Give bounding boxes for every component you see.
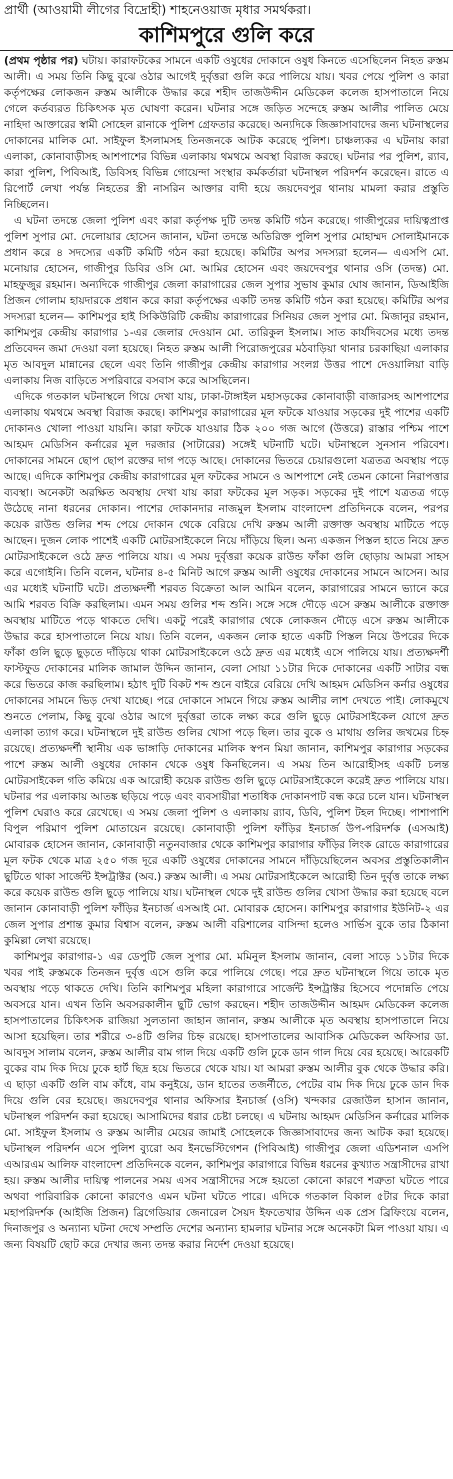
article-body [0,51,453,1253]
headline-area [0,18,453,51]
article-paragraph: কাশিমপুর কারাগার-১ এর ডেপুটি জেল সুপার মো. মমিনুল ইসলাম জানান, বেলা সাড়ে ১১টার দিকে খবর পাই রুস্তমকে তিনজন দুর্বৃত্ত এসে গুলি করে পালিয়ে গেছে। পরে দ্রুত ঘটনাস্থলে গিয়ে তাকে মৃত অবস্থায় পড়ে থাকতে দেখি। তিনি কাশিমপুর মহিলা কারাগারে সার্জেন্ট ইন্সট্রাক্টর হিসেবে পদোন্নতি পেয়ে অবসরে যান। এখন তিনি অবসরকালীন ছুটি ভোগ করছেন। শহীদ তাজউদ্দীন আহমদ মেডিকেল কলেজ হাসপাতালের চিকিৎসক রাজিয়া সুলতানা জাহান জানান, রুস্তম আলীকে মৃত অবস্থায় হাসপাতালে নিয়ে আসা হয়েছিল। তার শরীরে ৩-৪টি গুলির চিহ্ন রয়েছে। হাসপাতালের আবাসিক মেডিকেল অফিসার ডা. আবদুস সালাম বলেন, রুস্তম আলীর বাম গাল দিয়ে একটি গুলি ঢুকে ডান গাল দিয়ে বের হয়েছে। আরেকটি বুকের বাম দিক দিয়ে ঢুকে হার্ট ছিদ্র হয়ে ভিতরে থেকে যায়। যা আমরা রুস্তম আলীর বুক থেকে উদ্ধার করি। এ ছাড়া একটি গুলি বাম কাঁধে, বাম কনুইয়ে, ডান হাতের তজর্নীতে, পেটের বাম দিক দিয়ে ঢুকে ডান দিক দিয়ে গুলি বের হয়েছে। জয়দেবপুর থানার অফিসার ইনচার্জ (ওসি) খন্দকার রেজাউল হাসান জানান, ঘটনাস্থল পরিদর্শন করা হয়েছে। আসামিদের ধরার চেষ্টা চলছে। এ ঘটনায় আহমদ মেডিসিন কর্নারের মালিক মো. সাইফুল ইসলাম ও রুস্তম আলীর মেয়ের জামাই সোহেলকে জিজ্ঞাসাবাদের জন্য আটক করা হয়েছে। ঘটনাস্থল পরিদর্শন এসে পুলিশ ব্যুরো অব ইনভেস্টিগেশন (পিবিআই) গাজীপুর জেলা এডিশনাল এসপি এআরএম আলিফ বাংলাদেশ প্রতিদিনকে বলেন, কাশিমপুর কারাগারে বিভিন্ন ধরনের কুখ্যাত সন্ত্রাসীদের রাখা হয়। রুস্তম আলীর দায়িত্ব পালনের সময় এসব সন্ত্রাসীদের সঙ্গে হয়তো কোনো কারণে শত্রুতা ঘটতে পারে অথবা পারিবারিক কোনো কারণেও এমন ঘটনা ঘটতে পারে। এদিকে গতকাল বিকাল ৫টার দিকে কারা মহাপরিদর্শক (আইজি প্রিজন) ব্রিগেডিয়ার জেনারেল সৈয়দ ইফতেখার উদ্দিন এক প্রেস ব্রিফিংয়ে বলেন, দিনাজপুর ও অন্যান্য ঘটনা দেখে সম্প্রতি দেশের অন্যান্য হামলার ঘটনার সঙ্গে অনেকটা মিল পাওয়া যায়। এ জন্য বিষয়টি ছোট করে দেখার জন্য তদন্ত করার নির্দেশ দেওয়া হয়েছে। [4,951,449,1251]
article-paragraph [4,53,449,213]
paragraph-text: ঘটায়। কারাফটকের সামনে একটি ওষুধের দোকানে ওষুধ কিনতে এসেছিলেন নিহত রুস্তম আলী। এ সময় তিনি কিছু বুঝে ওঠার আগেই দুর্বৃত্তরা গুলি করে পালিয়ে যায়। খবর পেয়ে পুলিশ ও কারা কর্তৃপক্ষের লোকজন রুস্তম আলীকে উদ্ধার করে শহীদ তাজউদ্দীন মেডিকেল কলেজ হাসপাতালে নিয়ে গেলে কর্তব্যরত চিকিৎসক মৃত ঘোষণা করেন। ঘটনার সঙ্গে জড়িত সন্দেহে রুস্তম আলীর পালিত মেয়ে নাহিদা আক্তারের স্বামী সোহেল রানাকে পুলিশ গ্রেফতার করেছে। অন্যদিকে জিজ্ঞাসাবাদের জন্য ঘটনাস্থলের দোকানের মালিক মো. সাইফুল ইসলামসহ তিনজনকে আটক করেছে পুলিশ। চাঞ্চল্যকর এ ঘটনায় কারা এলাকা, কোনাবাড়ীসহ আশপাশের বিভিন্ন এলাকায় থমথমে অবস্থা বিরাজ করছে। ঘটনার পর পুলিশ, র‌্যাব, কারা পুলিশ, পিবিআই, ডিবিসহ বিভিন্ন গোয়েন্দা সংস্থার কর্মকর্তারা ঘটনাস্থল পরিদর্শন করেছেন। রাতে এ রিপোর্ট লেখা পর্যন্ত নিহতের স্ত্রী নাসরিন আক্তার বাদী হয়ে জয়দেবপুর থানায় মামলা করার প্রস্তুতি নিচ্ছিলেন। [4,55,449,211]
article-paragraph: এদিকে গতকাল ঘটনাস্থলে গিয়ে দেখা যায়, ঢাকা-টাঙ্গাইল মহাসড়কের কোনাবাড়ী বাজারসহ আশপাশের এলাকায় থমথমে অবস্থা বিরাজ করছে। কাশিমপুর কারাগারের মূল ফটকে যাওয়ার সড়কের দুই পাশের একটি দোকানও খোলা পাওয়া যায়নি। কারা ফটকে যাওয়ার ঠিক ২০০ গজ আগে (উত্তরে) রাস্তার পশ্চিম পাশে আহমদ মেডিসিন কর্নারের মূল দরজার (সাটারের) সঙ্গেই ঘটনাটি ঘটে। ঘটনাস্থলে সুনসান পরিবেশ। দোকানের সামনে ছোপ ছোপ রক্তের দাগ পড়ে আছে। দোকানের ভিতরে চেয়ারগুলো যত্রতত্র অবস্থায় পড়ে আছে। এদিকে কাশিমপুর কেন্দ্রীয় কারাগারের মূল ফটকের সামনে ও আশপাশে নেই তেমন কোনো নিরাপত্তার ব্যবস্থা। অনেকটা অরক্ষিত অবস্থায় দেখা যায় কারা ফটকের মূল সড়ক। সড়কের দুই পাশে যত্রতত্র গড়ে উঠেছে নানা ধরনের দোকান। পাশের দোকানদার নাজমুল ইসলাম বাংলাদেশ প্রতিদিনকে বলেন, পরপর কয়েক রাউন্ড গুলির শব্দ পেয়ে দোকান থেকে বেরিয়ে দেখি রুস্তম আলী রক্তাক্ত অবস্থায় মাটিতে পড়ে আছেন। দুজন লোক পাশেই একটি মোটরসাইকেলে নিয়ে দাঁড়িয়ে ছিল। অন্য একজন পিস্তল হাতে নিয়ে দ্রুত মোটরসাইকেলে ওঠে দ্রুত পালিয়ে যায়। এ সময় দুর্বৃত্তরা কয়েক রাউন্ড ফাঁকা গুলি ছোড়ায় আমরা সাহস করে এগোইনি। তিনি বলেন, ঘটনার ৪-৫ মিনিট আগে রুস্তম আলী ওষুধের দোকানের সামনে আসেন। আর এর মধ্যেই ঘটনাটি ঘটে। প্রত্যক্ষদর্শী শরবত বিক্রেতা আল আমিন বলেন, কারাগারের সামনে ভ্যানে করে আমি শরবত বিক্রি করছিলাম। এমন সময় গুলির শব্দ শুনি। সঙ্গে সঙ্গে দৌড়ে এসে রুস্তম আলীকে রক্তাক্ত অবস্থায় মাটিতে পড়ে থাকতে দেখি। একটু পরেই কারাগার থেকে লোকজন দৌড়ে এসে রুস্তম আলীকে উদ্ধার করে হাসপাতালে নিয়ে যায়। তিনি বলেন, একজন লোক হাতে একটি পিস্তল নিয়ে উপরের দিকে ফাঁকা গুলি ছুড়ে ছুড়তে দাঁড়িয়ে থাকা মোটরসাইকেলে ওঠে দ্রুত এর মধ্যেই এসে পালিয়ে যায়। প্রত্যক্ষদর্শী ফাস্টফুড দোকানের মালিক জামাল উদ্দিন জানান, বেলা সোয়া ১১টার দিকে দোকানের একটি সাটার বন্ধ করে ভিতরে কাজ করছিলাম। হঠাৎ দুটি বিকট শব্দ শুনে বাইরে বেরিয়ে দেখি আহমদ মেডিসিন কর্নার ওষুধের দোকানের সামনে ভিড় দেখা যাচ্ছে। পরে দোকানে সামনে গিয়ে রুস্তম আলীর লাশ দেখতে পাই। লোকমুখে শুনতে পেলাম, কিছু বুঝে ওঠার আগে দুর্বৃত্তরা তাকে লক্ষ্য করে গুলি ছুড়ে মোটরসাইকেল যোগে দ্রুত এলাকা ত্যাগ করে। ঘটনাস্থলে দুই রাউন্ড গুলির খোসা পড়ে ছিল। তার বুকে ও মাথায় গুলির জখমের চিহ্ন রয়েছে। প্রত্যক্ষদর্শী স্থানীয় এক ভাঙ্গাড়ি দোকানের মালিক স্বপন মিয়া জানান, কাশিমপুর কারাগার সড়কের পাশে রুস্তম আলী ওষুধের দোকান থেকে ওষুধ কিনছিলেন। এ সময় তিন আরোহীসহ একটি চলন্ত মোটরসাইকেল গতি কমিয়ে এক আরোহী কয়েক রাউন্ড গুলি ছুড়ে মোটরসাইকেলে করেই দ্রুত পালিয়ে যায়। ঘটনার পর এলাকায় আতঙ্ক ছড়িয়ে পড়ে এবং ব্যবসায়ীরা শতাধিক দোকানপাট বন্ধ করে চলে যান। ঘটনাস্থল পুলিশ ঘেরাও করে রেখেছে। এ সময় জেলা পুলিশ ও এলাকায় র‌্যাব, ডিবি, পুলিশ টহল দিচ্ছে। পাশাপাশি বিপুল পরিমাণ পুলিশ মোতায়েন রয়েছে। কোনাবাড়ী পুলিশ ফাঁড়ির ইনচার্জ উপ-পরিদর্শক (এসআই) মোবারক হোসেন জানান, কোনাবাড়ী নতুনবাজার থেকে কাশিমপুর কারাগার ফাঁড়ির লিংক রোডে কারাগারের মূল ফটক থেকে মাত্র ২৫০ গজ দূরে একটি ওষুধের দোকানের সামনে দাঁড়িয়েছিলেন অবসর প্রস্তুতিকালীন ছুটিতে থাকা সার্জেন্ট ইন্সট্রাক্টর (অব.) রুস্তম আলী। এ সময় মোটরসাইকেলে আরোহী তিন দুর্বৃত্ত তাকে লক্ষ্য করে কয়েক রাউন্ড গুলি ছুড়ে পালিয়ে যায়। ঘটনাস্থল থেকে দুই রাউন্ড গুলির খোসা উদ্ধার করা হয়েছে বলে জানান কোনাবাড়ী পুলিশ ফাঁড়ির ইনচার্জ এসআই মো. মোবারক হোসেন। কাশিমপুর কারাগার ইউনিট-২ এর জেল সুপার প্রশান্ত কুমার বিশ্বাস বলেন, রুস্তম আলী বরিশালের বাসিন্দা হলেও সার্ভিস বুকে তার ঠিকানা কুমিল্লা লেখা রয়েছে। [4,391,449,947]
article-paragraph: এ ঘটনা তদন্তে জেলা পুলিশ এবং কারা কর্তৃপক্ষ দুটি তদন্ত কমিটি গঠন করেছে। গাজীপুরের দায়িত্বপ্রাপ্ত পুলিশ সুপার মো. দেলোয়ার হোসেন জানান, ঘটনা তদন্তে অতিরিক্ত পুলিশ সুপার মোহাম্মদ সোলাইমানকে প্রধান করে ৪ সদস্যের একটি কমিটি গঠন করা হয়েছে। কমিটির অপর সদস্যরা হলেন— এএসপি মো. মনোয়ার হোসেন, গাজীপুর ডিবির ওসি মো. আমির হোসেন এবং জয়দেবপুর থানার ওসি (তদন্ত) মো. মাহফুজুর রহমান। অন্যদিকে গাজীপুর জেলা কারাগারের জেল সুপার সুভাষ কুমার ঘোষ জানান, ডিআইজি প্রিজন গোলাম হায়দারকে প্রধান করে কারা কর্তৃপক্ষের একটি তদন্ত কমিটি গঠন করা হয়েছে। কমিটির অপর সদস্যরা হলেন— কাশিমপুর হাই সিকিউরিটি কেন্দ্রীয় কারাগারের সিনিয়র জেল সুপার মো. মিজানুর রহমান, কাশিমপুর কেন্দ্রীয় কারাগার ১-এর জেলার দেওয়ান মো. তারিকুল ইসলাম। সাত কার্যদিবসের মধ্যে তদন্ত প্রতিবেদন জমা দেওয়া বলা হয়েছে। নিহত রুস্তম আলী পিরোজপুরের মঠবাড়িয়া থানার চরকাছিয়া এলাকার মৃত আবদুল মান্নানের ছেলে এবং তিনি গাজীপুর কেন্দ্রীয় কারাগার সংলগ্ন উত্তর পাশে দেওয়ালিয়া বাড়ি এলাকায় নিজ বাড়িতে সপরিবারে বসবাস করে আসছিলেন। [4,215,449,387]
continuation-label: (প্রথম পৃষ্ঠার পর) [4,55,79,67]
top-strip-text: প্রার্থী (আওয়ামী লীগের বিদ্রোহী) শাহনেওয়াজ মৃধার সমর্থকরা। [4,2,312,17]
headline: কাশিমপুরে গুলি করে [139,22,314,47]
